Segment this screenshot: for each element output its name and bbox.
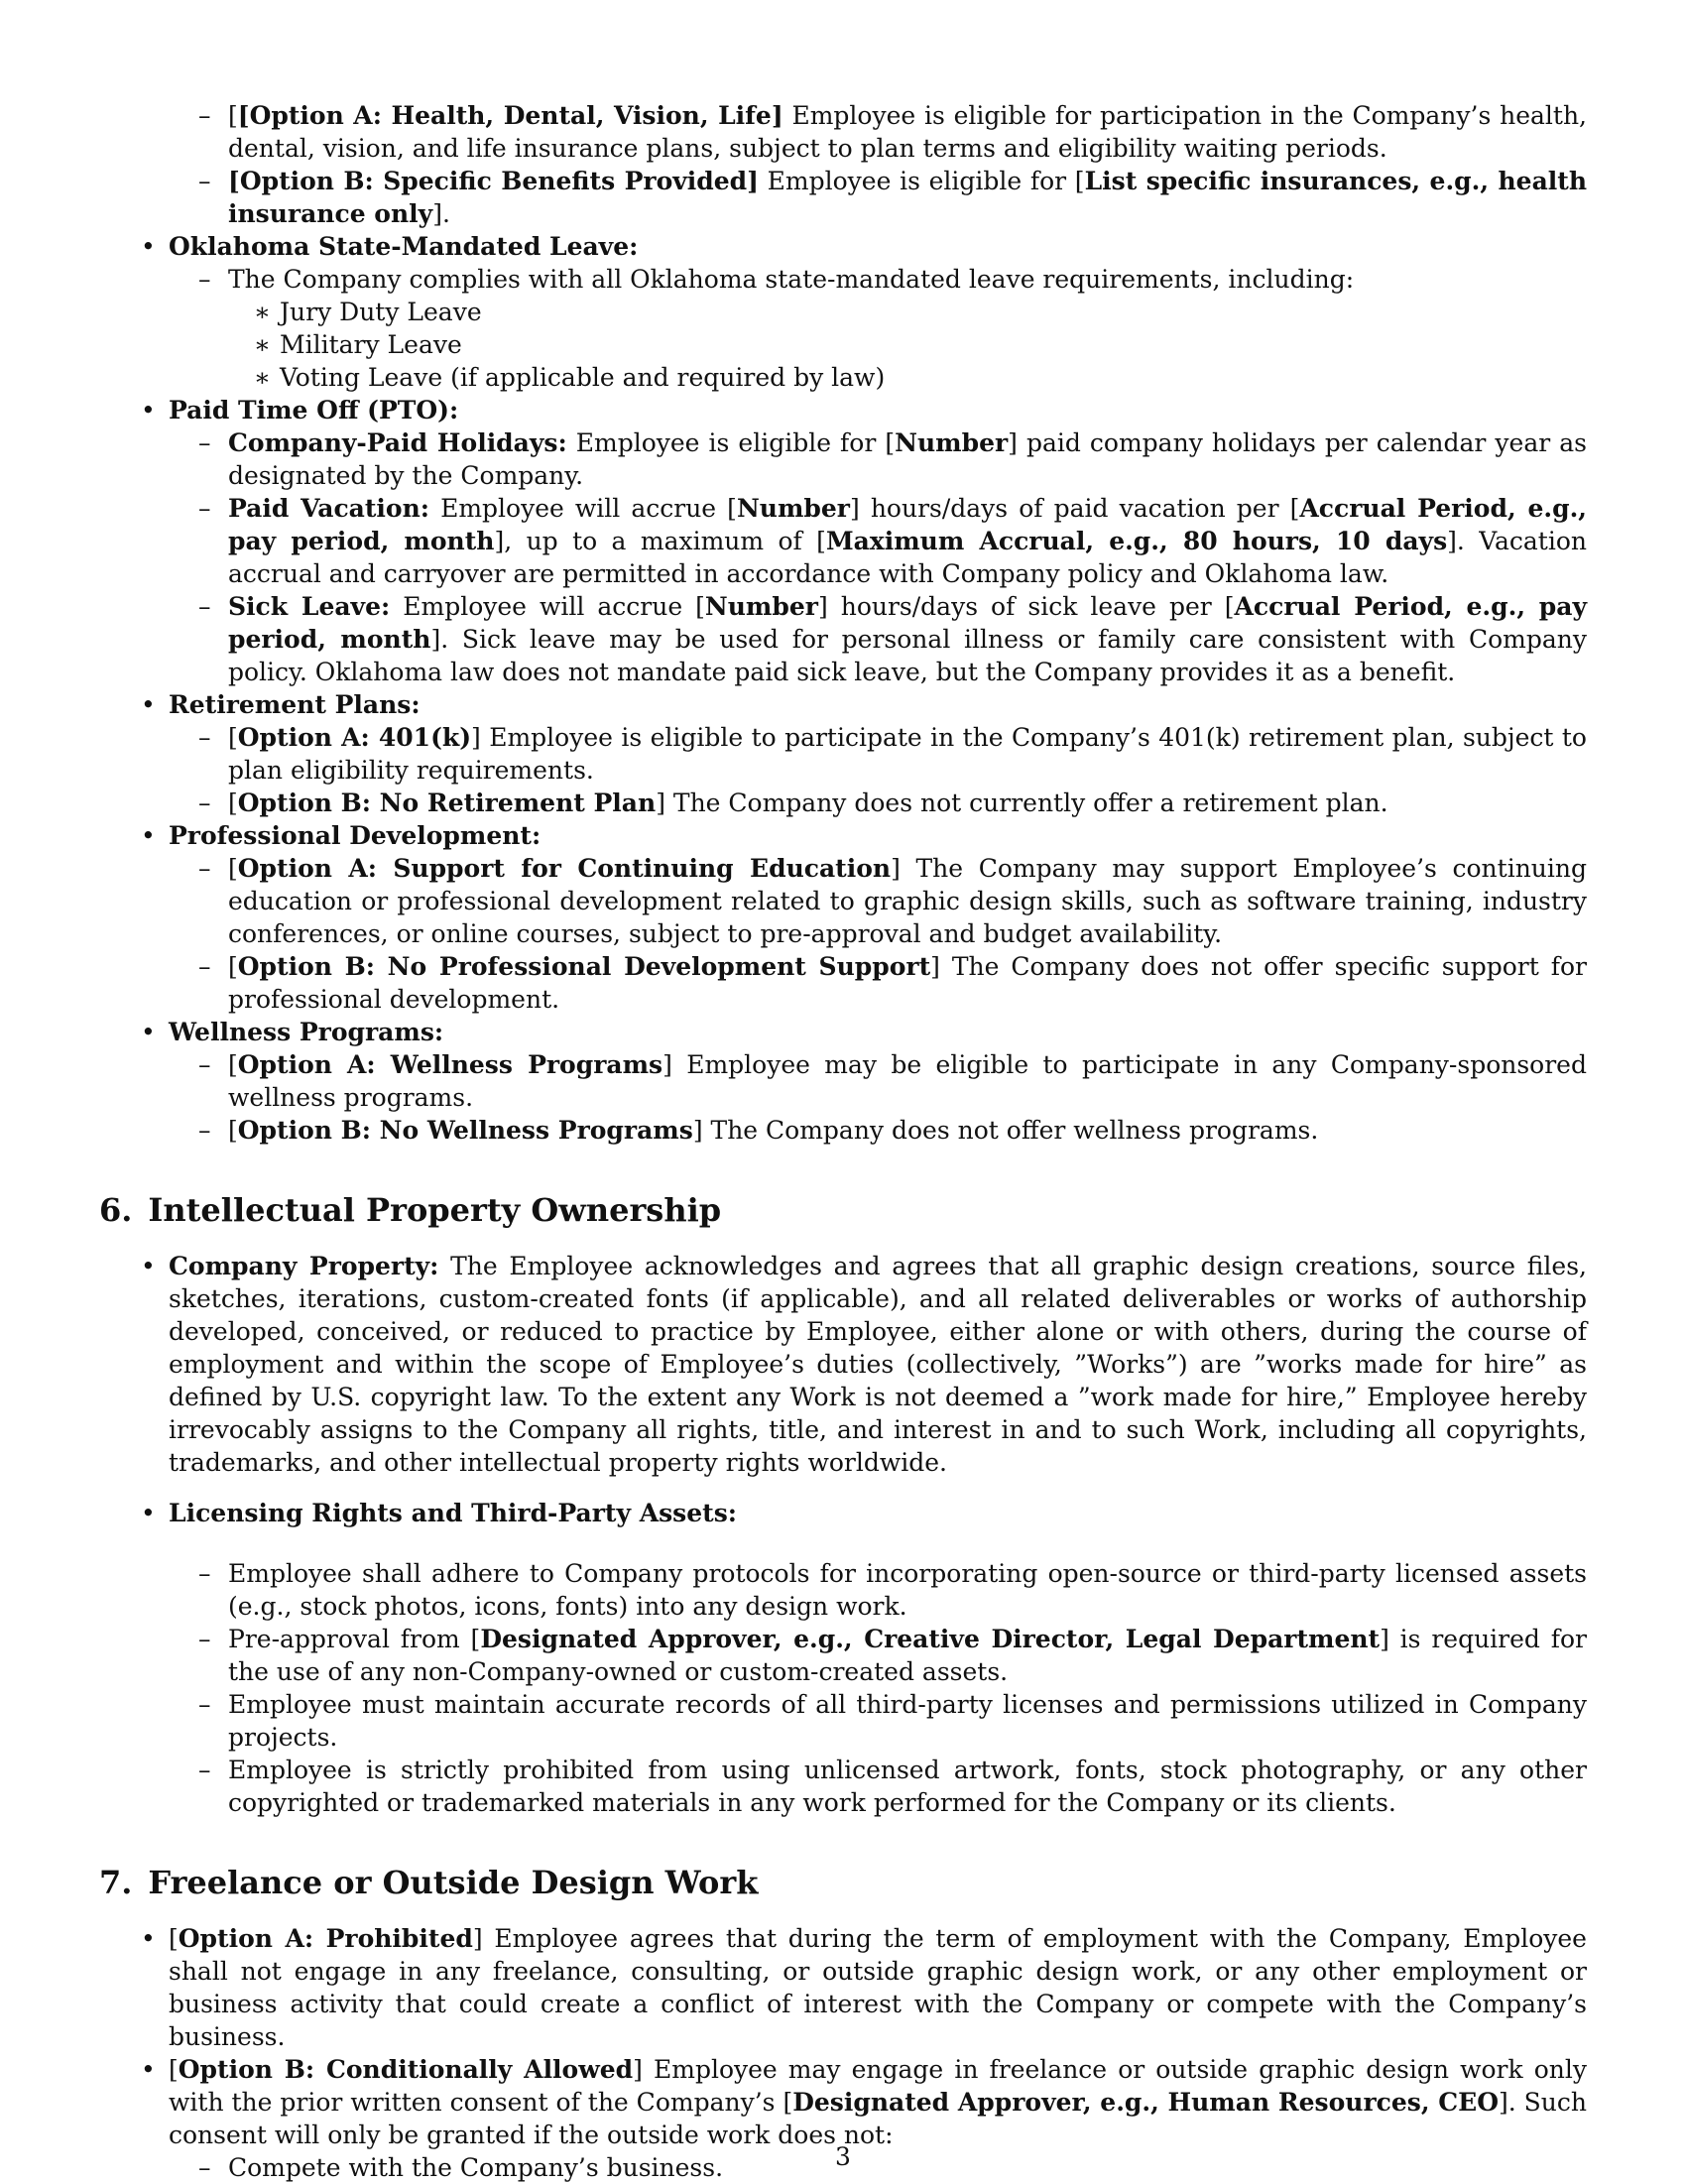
- state-leave-military: ∗ Military Leave: [280, 328, 1587, 361]
- development-option-a: – [Option A: Support for Continuing Education] The Company may support Employee’s continuing education or professional development related to graphic design skills, such as software training, industry conferences, or online courses, subject to pre-approval and budget availability.: [228, 852, 1587, 950]
- retirement-option-a: – [Option A: 401(k)] Employee is eligible to participate in the Company’s 401(k) retirement plan, subject to plan eligibility requirements.: [228, 721, 1587, 787]
- pto-holidays: – Company-Paid Holidays: Employee is eligible for [Number] paid company holidays per calendar year as designated by the Company.: [228, 426, 1587, 492]
- section-heading: 7. Freelance or Outside Design Work: [99, 1864, 759, 1901]
- development-item: • Professional Development:: [169, 819, 1587, 852]
- state-leave-jury: ∗ Jury Duty Leave: [280, 296, 1587, 328]
- pto-vacation: – Paid Vacation: Employee will accrue [Number] hours/days of paid vacation per [Accrual Period, e.g., pay period, month], up to a maximum of [Maximum Accrual, e.g., 80 hours, 10 days]. Vacation accrual and carryover are permitted in accordance with Company policy and Oklahoma law.: [228, 492, 1587, 590]
- option-label: [Option B: Specific Benefits Provided]: [228, 167, 759, 195]
- pto-item: • Paid Time Off (PTO):: [169, 394, 1587, 426]
- wellness-item: • Wellness Programs:: [169, 1016, 1587, 1048]
- state-leave-voting: ∗ Voting Leave (if applicable and required by law): [280, 361, 1587, 394]
- section-heading: 6. Intellectual Property Ownership: [99, 1191, 722, 1229]
- retirement-item: • Retirement Plans:: [169, 688, 1587, 721]
- licensing-records: – Employee must maintain accurate records of all third-party licenses and permissions utilized in Company projects.: [228, 1688, 1587, 1754]
- option-label: [Option A: Health, Dental, Vision, Life]: [237, 101, 783, 130]
- wellness-option-b: – [Option B: No Wellness Programs] The Company does not offer wellness programs.: [228, 1114, 1587, 1147]
- company-property-item: • Company Property: The Employee acknowledges and agrees that all graphic design creations, source files, sketches, iterations, custom-created fonts (if applicable), and all related deliverables or works of authorship developed, conceived, or reduced to practice by Employee, either alone or with others, during the course of employment and within the scope of Employee’s duties (collectively, ”Works”) are ”works made for hire” as defined by U.S. copyright law. To the extent any Work is not deemed a ”work made for hire,” Employee hereby irrevocably assigns to the Company all rights, title, and interest in and to such Work, including all copyrights, trademarks, and other intellectual property rights worldwide.: [169, 1250, 1587, 1479]
- state-leave-item: • Oklahoma State-Mandated Leave:: [169, 230, 1587, 263]
- licensing-item: • Licensing Rights and Third-Party Assets:: [169, 1497, 1587, 1529]
- licensing-prohibition: – Employee is strictly prohibited from using unlicensed artwork, fonts, stock photography, or any other copyrighted or trademarked materials in any work performed for the Company or its clients.: [228, 1754, 1587, 1819]
- freelance-option-a: • [Option A: Prohibited] Employee agrees that during the term of employment with the Company, Employee shall not engage in any freelance, consulting, or outside graphic design work, or any other employment or business activity that could create a conflict of interest with the Company or compete with the Company’s business.: [169, 1922, 1587, 2053]
- pto-sick-leave: – Sick Leave: Employee will accrue [Number] hours/days of sick leave per [Accrual Period, e.g., pay period, month]. Sick leave may be used for personal illness or family care consistent with Company policy. Oklahoma law does not mandate paid sick leave, but the Company provides it as a benefit.: [228, 590, 1587, 688]
- licensing-preapproval: – Pre-approval from [Designated Approver, e.g., Creative Director, Legal Department] is required for the use of any non-Company-owned or custom-created assets.: [228, 1623, 1587, 1688]
- development-option-b: – [Option B: No Professional Development Support] The Company does not offer specific support for professional development.: [228, 950, 1587, 1016]
- wellness-option-a: – [Option A: Wellness Programs] Employee may be eligible to participate in any Company-sponsored wellness programs.: [228, 1048, 1587, 1114]
- state-leave-intro: – The Company complies with all Oklahoma state-mandated leave requirements, including:: [228, 263, 1587, 296]
- insurance-option-b: – [Option B: Specific Benefits Provided] Employee is eligible for [List specific insurances, e.g., health insurance only].: [228, 165, 1587, 230]
- retirement-option-b: – [Option B: No Retirement Plan] The Company does not currently offer a retirement plan.: [228, 787, 1587, 819]
- freelance-option-b: • [Option B: Conditionally Allowed] Employee may engage in freelance or outside graphic design work only with the prior written consent of the Company’s [Designated Approver, e.g., Human Resources, CEO]. Such consent will only be granted if the outside work does not:: [169, 2053, 1587, 2151]
- insurance-option-a: – [[Option A: Health, Dental, Vision, Life] Employee is eligible for participation in the Company’s health, dental, vision, and life insurance plans, subject to plan terms and eligibility waiting periods.: [228, 99, 1587, 165]
- page-number: 3: [835, 2142, 851, 2171]
- freelance-condition-compete: – Compete with the Company’s business.: [228, 2151, 1587, 2184]
- page-content: [99, 99, 1587, 2184]
- licensing-protocols: – Employee shall adhere to Company protocols for incorporating open-source or third-party licensed assets (e.g., stock photos, icons, fonts) into any design work.: [228, 1557, 1587, 1623]
